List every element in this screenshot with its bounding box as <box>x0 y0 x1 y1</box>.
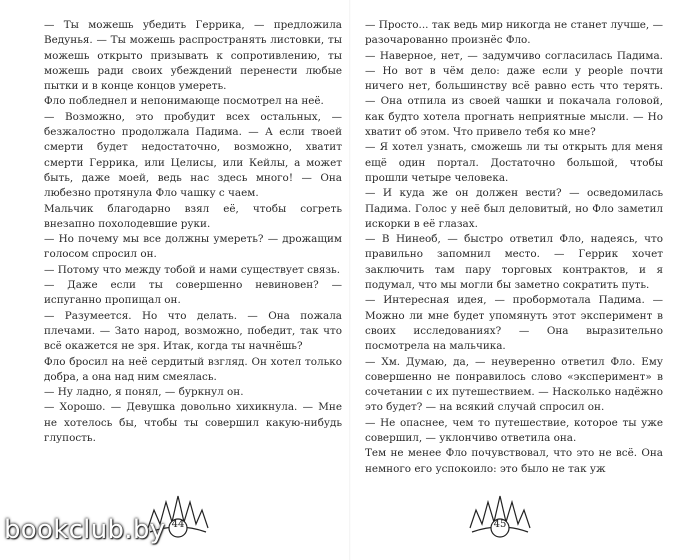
site-watermark: bookclub.by <box>4 515 166 545</box>
left-paragraph: — Хорошо. — Девушка довольно хихикнула. — Мне не хотелось бы, чтобы ты совершил какую-нибудь глупость. <box>44 401 342 445</box>
left-paragraph: — Даже если ты совершенно невиновен? — испуганно пропищал он. <box>44 279 342 307</box>
left-paragraph: — Ты можешь убедить Геррика, — предложила Ведунья. — Ты можешь распространять листовки, ты можешь открыто призывать к сопротивлению, ты можешь ради своих убеждений перенести любые пытки и в конце концов умереть. <box>44 19 342 93</box>
left-paragraph: Фло побледнел и непонимающе посмотрел на неё. <box>44 95 324 108</box>
page-number: 45 <box>493 519 507 530</box>
left-paragraph: — Разумеется. Но что делать. — Она пожала плечами. — Зато народ, возможно, победит, так что всё окажется не зря. Итак, когда ты начнёшь? <box>44 309 342 353</box>
left-paragraph: — Но почему мы все должны умереть? — дрожащим голосом спросил он. <box>44 233 342 261</box>
book-gutter <box>349 0 351 560</box>
right-paragraph: — Я хотел узнать, сможешь ли ты открыть для меня ещё один портал. Достаточно большой, чтобы прошли четыре человека. <box>365 141 663 184</box>
left-paragraph: — Ну ладно, я понял, — буркнул он. <box>44 386 244 399</box>
right-page-emblem <box>462 488 538 548</box>
right-paragraph: Тем не менее Фло почувствовал, что это не всё. Она немного его успокоило: это было не так уж <box>365 447 663 475</box>
left-paragraph: — Возможно, это пробудит всех остальных, — безжалостно продолжала Падима. — А если твоей смерти будет недостаточно, возможно, хватит смерти Геррика, или Целисы, или Кейлы, а может быть, даже моей, ведь нас здесь много! — Она любезно протянула Фло чашку с чаем. <box>44 110 342 200</box>
right-page <box>365 18 663 477</box>
right-paragraph: — Наверное, нет, — задумчиво согласилась Падима. — Но вот в чём дело: даже если у people почти ничего нет, большинству всё равно есть что терять. — Она отпила из своей чашки и покачала головой, как будто хотела прогнать неприятные мысли. — Но хватит об этом. Что привело тебя ко мне? <box>365 49 663 139</box>
right-paragraph: — Хм. Думаю, да, — неуверенно ответил Фло. Ему совершенно не понравилось слово «эксперимент» в сочетании с их путешествием. — Насколько надёжно это будет? — на всякий случай спросил он. <box>365 355 663 414</box>
right-paragraph: — Интересная идея, — пробормотала Падима. — Можно ли мне будет упомянуть этот эксперимент в своих исследованиях? — Она выразительно посмотрела на мальчика. <box>365 294 663 353</box>
left-page <box>44 18 342 446</box>
right-paragraph: — В Нинеоб, — быстро ответил Фло, надеясь, что правильно запомнил место. — Геррик хочет заключить там пару торговых контрактов, и я подумал, что мы могли бы заметно сократить путь. <box>365 233 663 292</box>
left-paragraph: Фло бросил на неё сердитый взгляд. Он хотел только добра, а она над ним смеялась. <box>44 355 342 383</box>
right-paragraph: — Не опаснее, чем то путешествие, которое ты уже совершил, — уклончиво ответила она. <box>365 416 663 445</box>
left-paragraph: Мальчик благодарно взял её, чтобы согреть внезапно похолодевшие руки. <box>44 202 342 230</box>
right-paragraph: — И куда же он должен вести? — осведомилась Падима. Голос у неё был деловитый, но Фло заметил искорки в её глазах. <box>365 187 663 230</box>
crown-emblem-icon <box>462 488 538 548</box>
right-paragraph: — Просто... так ведь мир никогда не станет лучше, — разочарованно произнёс Фло. <box>365 19 663 47</box>
left-paragraph: — Потому что между тобой и нами существует связь. <box>44 263 341 276</box>
page-number: 44 <box>171 519 185 530</box>
